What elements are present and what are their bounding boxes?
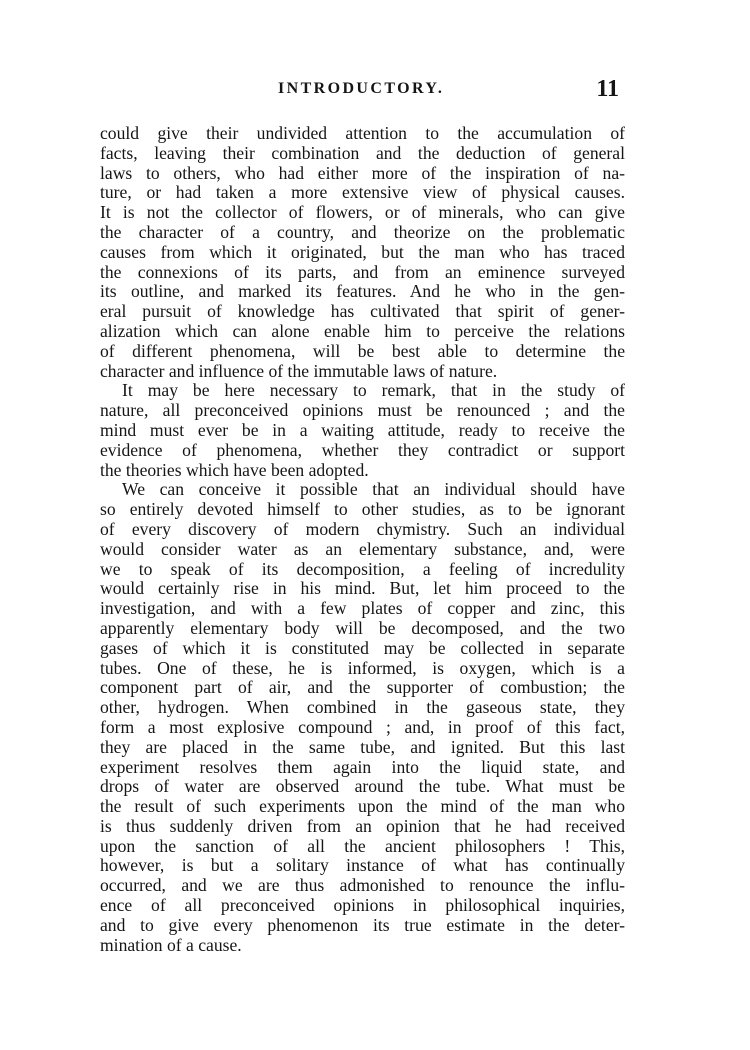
text-line: It is not the collector of flowers, or of minerals, who can give — [100, 202, 625, 223]
text-line: laws to others, who had either more of the inspiration of na- — [100, 162, 625, 183]
text-line: the connexions of its parts, and from an eminence surveyed — [100, 261, 625, 282]
text-line: character and influence of the immutable laws of nature. — [100, 360, 498, 381]
text-line: causes from which it originated, but the man who has traced — [100, 241, 625, 262]
text-line: component part of air, and the supporter of combustion; the — [100, 677, 625, 698]
text-line: ture, or had taken a more extensive view of physical causes. — [100, 182, 625, 203]
paragraph-3 — [100, 480, 625, 955]
running-head — [100, 76, 625, 104]
text-line: eral pursuit of knowledge has cultivated that spirit of gener- — [100, 301, 625, 322]
text-line: the result of such experiments upon the mind of the man who — [100, 796, 625, 817]
text-line: occurred, and we are thus admonished to renounce the influ- — [100, 875, 625, 896]
text-line: gases of which it is constituted may be collected in separate — [100, 637, 625, 658]
text-line: nature, all preconceived opinions must be renounced ; and the — [100, 400, 625, 421]
text-line: other, hydrogen. When combined in the gaseous state, they — [100, 697, 625, 718]
text-line: tubes. One of these, he is informed, is oxygen, which is a — [100, 657, 625, 678]
text-line: its outline, and marked its features. And he who in the gen- — [100, 281, 625, 302]
text-line: investigation, and with a few plates of copper and zinc, this — [100, 598, 625, 619]
text-line: is thus suddenly driven from an opinion that he had received — [100, 815, 625, 836]
body-text — [100, 124, 625, 955]
text-line: We can conceive it possible that an individual should have — [122, 479, 625, 500]
text-line: would certainly rise in his mind. But, let him proceed to the — [100, 578, 625, 599]
text-line: the theories which have been adopted. — [100, 459, 369, 480]
text-line: upon the sanction of all the ancient philosophers ! This, — [100, 835, 625, 856]
text-line: evidence of phenomena, whether they contradict or support — [100, 439, 625, 460]
text-line: apparently elementary body will be decomposed, and the two — [100, 617, 625, 638]
text-line: would consider water as an elementary substance, and, were — [100, 538, 625, 559]
text-line: alization which can alone enable him to perceive the relations — [100, 320, 625, 341]
text-line: of different phenomena, will be best able to determine the — [100, 340, 625, 361]
text-line: could give their undivided attention to the accumulation of — [100, 123, 625, 143]
text-line: facts, leaving their combination and the deduction of general — [100, 142, 625, 163]
paragraph-1 — [100, 124, 625, 381]
running-title: INTRODUCTORY. — [278, 80, 445, 97]
text-line: form a most explosive compound ; and, in proof of this fact, — [100, 716, 625, 737]
text-line: of every discovery of modern chymistry. Such an individual — [100, 518, 625, 539]
text-line: mind must ever be in a waiting attitude, ready to receive the — [100, 419, 625, 440]
paragraph-2 — [100, 381, 625, 480]
text-line: the character of a country, and theorize on the problematic — [100, 221, 625, 242]
text-line: ence of all preconceived opinions in philosophical inquiries, — [100, 895, 625, 916]
text-line: and to give every phenomenon its true estimate in the deter- — [100, 914, 625, 935]
text-line: experiment resolves them again into the liquid state, and — [100, 756, 625, 777]
text-line: It may be here necessary to remark, that in the study of — [122, 380, 625, 401]
text-line: drops of water are observed around the tube. What must be — [100, 776, 625, 797]
text-line: we to speak of its decomposition, a feeling of incredulity — [100, 558, 625, 579]
text-line: however, is but a solitary instance of what has continually — [100, 855, 625, 876]
page-number: 11 — [596, 76, 619, 102]
text-line: so entirely devoted himself to other studies, as to be ignorant — [100, 499, 625, 520]
text-line: they are placed in the same tube, and ignited. But this last — [100, 736, 625, 757]
text-line: mination of a cause. — [100, 934, 242, 955]
